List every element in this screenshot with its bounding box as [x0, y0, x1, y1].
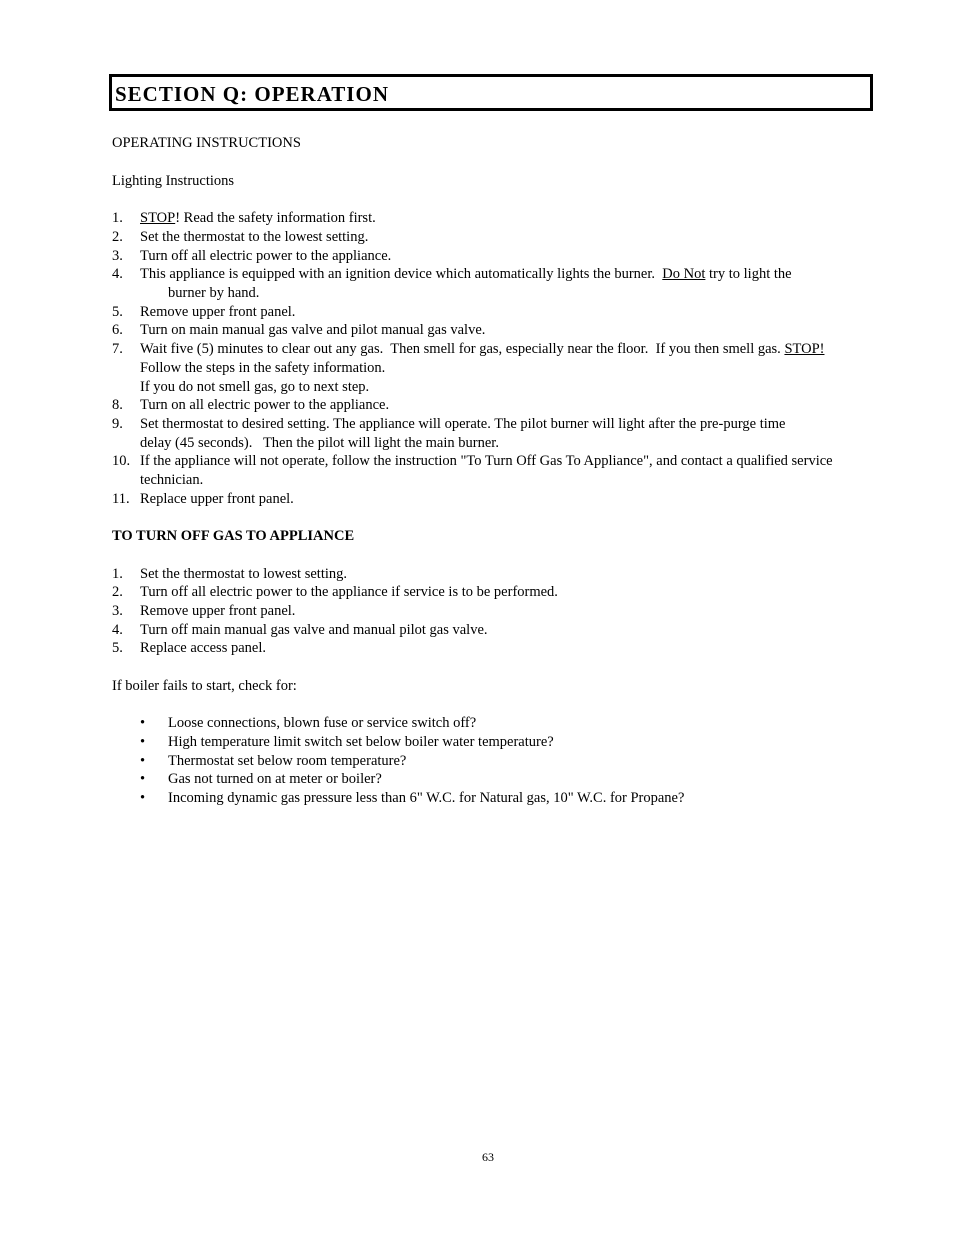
list-item: If the appliance will not operate, follow the instruction "To Turn Off Gas To Appliance", and contact a qualified service: [140, 453, 833, 469]
list-item: Turn on all electric power to the appliance.: [140, 397, 390, 413]
step-number: 6.: [112, 322, 123, 338]
turn-off-gas-heading: TO TURN OFF GAS TO APPLIANCE: [112, 528, 355, 544]
step-number: 5.: [112, 304, 123, 320]
section-title: SECTION Q: OPERATION: [115, 82, 389, 106]
list-item: Turn off all electric power to the appliance if service is to be performed.: [140, 584, 558, 600]
section-title-box: [109, 74, 873, 111]
list-item: Remove upper front panel.: [140, 603, 296, 619]
list-item: Set the thermostat to lowest setting.: [140, 566, 348, 582]
step-number: 8.: [112, 397, 123, 413]
list-item-continuation: burner by hand.: [168, 285, 260, 301]
list-item: Remove upper front panel.: [140, 304, 296, 320]
list-item-continuation: If you do not smell gas, go to next step.: [140, 379, 370, 395]
list-item: High temperature limit switch set below boiler water temperature?: [168, 734, 554, 750]
list-item-continuation: technician.: [140, 472, 204, 488]
step-number: 2.: [112, 229, 123, 245]
list-item: Turn off main manual gas valve and manual pilot gas valve.: [140, 622, 488, 638]
list-item: Loose connections, blown fuse or service switch off?: [168, 715, 477, 731]
step-number: 4.: [112, 622, 123, 638]
step-number: 7.: [112, 341, 123, 357]
lighting-instructions-heading: Lighting Instructions: [112, 173, 235, 189]
step-number: 5.: [112, 640, 123, 656]
list-item: STOP! Read the safety information first.: [140, 210, 376, 226]
step-number: 9.: [112, 416, 123, 432]
list-item: Turn on main manual gas valve and pilot manual gas valve.: [140, 322, 486, 338]
bullet-icon: •: [140, 734, 146, 750]
list-item: Set the thermostat to the lowest setting.: [140, 229, 369, 245]
bullet-icon: •: [140, 790, 146, 806]
step-number: 3.: [112, 603, 123, 619]
list-item-continuation: delay (45 seconds). Then the pilot will light the main burner.: [140, 435, 499, 451]
stop-word: STOP!: [784, 341, 825, 357]
stop-word: STOP: [140, 210, 176, 226]
fails-to-start-heading: If boiler fails to start, check for:: [112, 678, 297, 694]
bullet-icon: •: [140, 753, 146, 769]
step-number: 10.: [112, 453, 131, 469]
operating-instructions-heading: OPERATING INSTRUCTIONS: [112, 135, 301, 151]
bullet-icon: •: [140, 715, 146, 731]
list-item-continuation: Follow the steps in the safety information.: [140, 360, 386, 376]
page-number: 63: [482, 1150, 494, 1164]
step-number: 1.: [112, 210, 123, 226]
list-item: Wait five (5) minutes to clear out any gas. Then smell for gas, especially near the floor. If you then smell gas. STOP!: [140, 341, 825, 357]
step-number: 2.: [112, 584, 123, 600]
list-item: Replace access panel.: [140, 640, 266, 656]
list-item: This appliance is equipped with an ignition device which automatically lights the burner. Do Not try to light the: [140, 266, 792, 282]
do-not-word: Do Not: [662, 266, 706, 282]
list-item: Incoming dynamic gas pressure less than 6" W.C. for Natural gas, 10" W.C. for Propane?: [168, 790, 685, 806]
list-item: Gas not turned on at meter or boiler?: [168, 771, 382, 787]
step-number: 11.: [112, 491, 130, 507]
list-item: Replace upper front panel.: [140, 491, 294, 507]
step-number: 3.: [112, 248, 123, 264]
step-number: 4.: [112, 266, 123, 282]
list-item: Thermostat set below room temperature?: [168, 753, 407, 769]
step-number: 1.: [112, 566, 123, 582]
list-item: Turn off all electric power to the appliance.: [140, 248, 392, 264]
list-item: Set thermostat to desired setting. The appliance will operate. The pilot burner will light after the pre-purge time: [140, 416, 786, 432]
bullet-icon: •: [140, 771, 146, 787]
